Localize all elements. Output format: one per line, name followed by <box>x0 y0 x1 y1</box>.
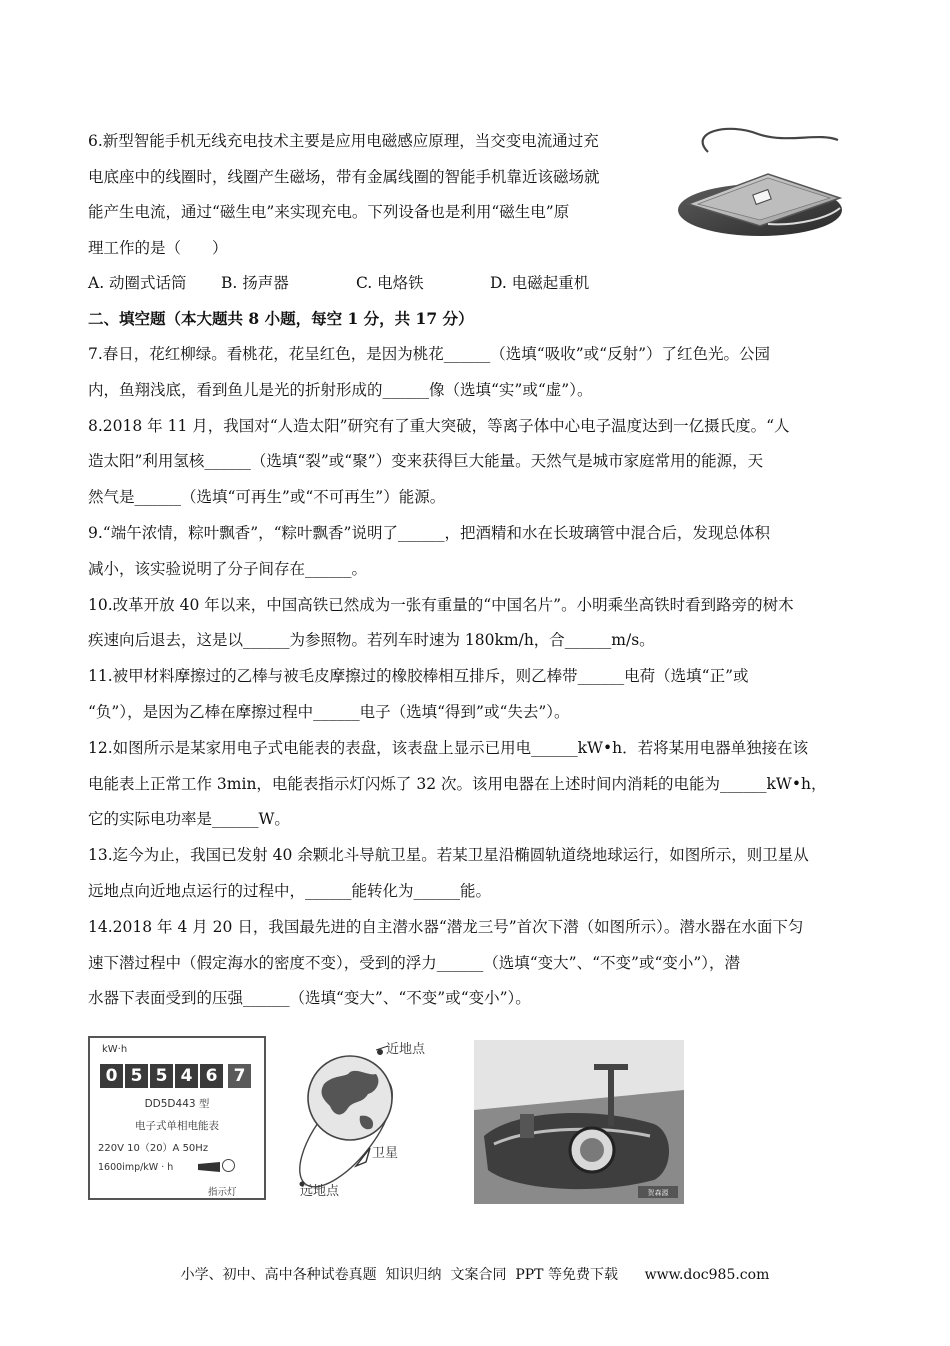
meter-digit-decimal: 7 <box>228 1064 251 1088</box>
triangle-pointer-icon <box>198 1162 220 1172</box>
question-14-line: 水器下表面受到的压强______（选填“变大”、“不变”或“变小”）。 <box>88 989 531 1008</box>
wireless-charger-image <box>668 122 848 242</box>
question-14-line: 速下潜过程中（假定海水的密度不变），受到的浮力______（选填“变大”、“不变”或“变小”），潜 <box>88 953 741 972</box>
option-b: B. 扬声器 <box>221 274 289 292</box>
question-14-line: 14.2018 年 4 月 20 日，我国最先进的自主潜水器“潜龙三号”首次下潜（如图所示）。潜水器在水面下匀 <box>88 917 804 936</box>
lamp-label: 指示灯 <box>208 1187 237 1198</box>
meter-rating: 220V 10（20）A 50Hz <box>98 1143 209 1154</box>
question-8-line: 8.2018 年 11 月，我国对“人造太阳”研究有了重大突破，等离子体中心电子温度达到一亿摄氏度。“人 <box>88 416 790 435</box>
meter-unit: kW·h <box>102 1044 128 1055</box>
question-11-line: 11.被甲材料摩擦过的乙棒与被毛皮摩擦过的橡胶棒相互排斥，则乙棒带______电荷（选填“正”或 <box>88 667 749 686</box>
satellite-label: 卫星 <box>372 1146 399 1161</box>
section-title: 二、填空题（本大题共 8 小题，每空 1 分，共 17 分） <box>88 309 474 328</box>
meter-imp: 1600imp/kW · h <box>98 1162 174 1173</box>
option-a: A. 动圈式话筒 <box>88 274 187 292</box>
question-12-line: 它的实际电功率是______W。 <box>88 810 290 829</box>
meter-digit: 5 <box>150 1064 173 1088</box>
question-6-options <box>88 268 848 298</box>
meter-digit: 6 <box>200 1064 223 1088</box>
question-6-line: 6.新型智能手机无线充电技术主要是应用电磁感应原理，当交变电流通过充 <box>88 132 599 150</box>
question-6-line: 电底座中的线圈时，线圈产生磁场，带有金属线圈的智能手机靠近该磁场就 <box>88 167 600 186</box>
page-footer: 小学、初中、高中各种试卷真题 知识归纳 文案合同 PPT 等免费下载 www.doc985.com <box>180 1267 770 1283</box>
figures-row <box>88 1034 708 1206</box>
question-8-line: 然气是______（选填“可再生”或“不可再生”）能源。 <box>88 488 446 507</box>
electric-meter-figure <box>88 1036 266 1200</box>
meter-model: DD5D443 型 <box>144 1098 210 1110</box>
question-8-line: 造太阳”利用氢核______（选填“裂”或“聚”）变来获得巨大能量。天然气是城市家庭常用的能源，天 <box>88 452 764 471</box>
question-12-line: 12.如图所示是某家用电子式电能表的表盘，该表盘上显示已用电______kW•h．若将某用电器单独接在该 <box>88 738 809 757</box>
question-6 <box>88 124 648 266</box>
option-d: D. 电磁起重机 <box>490 274 590 292</box>
satellite-orbit-figure <box>284 1034 454 1206</box>
question-11-line: “负”），是因为乙棒在摩擦过程中______电子（选填“得到”或“失去”）。 <box>88 702 570 721</box>
question-7-line: 7.春日，花红柳绿。看桃花，花呈红色，是因为桃花______（选填“吸收”或“反射”）了红色光。公园 <box>88 345 770 363</box>
meter-digit: 0 <box>100 1064 123 1088</box>
question-6-line: 能产生电流，通过“磁生电”来实现充电。下列设备也是利用“磁生电”原 <box>88 203 570 221</box>
indicator-lamp-icon <box>222 1159 235 1172</box>
question-6-line: 理工作的是（ ） <box>88 238 228 257</box>
perigee-label: 近地点 <box>386 1042 426 1057</box>
option-c: C. 电烙铁 <box>356 274 424 292</box>
question-13-line: 13.迄今为止，我国已发射 40 余颗北斗导航卫星。若某卫星沿椭圆轨道绕地球运行，如图所示，则卫星从 <box>88 846 809 865</box>
meter-name: 电子式单相电能表 <box>135 1120 219 1132</box>
submersible-photo <box>474 1040 684 1204</box>
question-10-line: 10.改革开放 40 年以来，中国高铁已然成为一张有重量的“中国名片”。小明乘坐高铁时看到路旁的树木 <box>88 595 794 614</box>
question-7-line: 内，鱼翔浅底，看到鱼儿是光的折射形成的______像（选填“实”或“虚”）。 <box>88 380 593 399</box>
question-9-line: 9.“端午浓情，粽叶飘香”，“粽叶飘香”说明了______，把酒精和水在长玻璃管中混合后，发现总体积 <box>88 523 770 542</box>
question-13-line: 远地点向近地点运行的过程中，______能转化为______能。 <box>88 881 492 900</box>
submersible-watermark: 贺森源 <box>647 1189 669 1197</box>
meter-digits <box>100 1064 251 1088</box>
question-10-line: 疾速向后退去，这是以______为参照物。若列车时速为 180km/h，合______m/s。 <box>88 631 655 650</box>
meter-digit: 5 <box>125 1064 148 1088</box>
fill-in-questions <box>88 337 864 1017</box>
question-9-line: 减小，该实验说明了分子间存在______。 <box>88 559 368 578</box>
apogee-label: 远地点 <box>300 1184 340 1199</box>
meter-digit: 4 <box>175 1064 198 1088</box>
question-12-line: 电能表上正常工作 3min，电能表指示灯闪烁了 32 次。该用电器在上述时间内消耗的电能为______kW•h， <box>88 774 827 793</box>
